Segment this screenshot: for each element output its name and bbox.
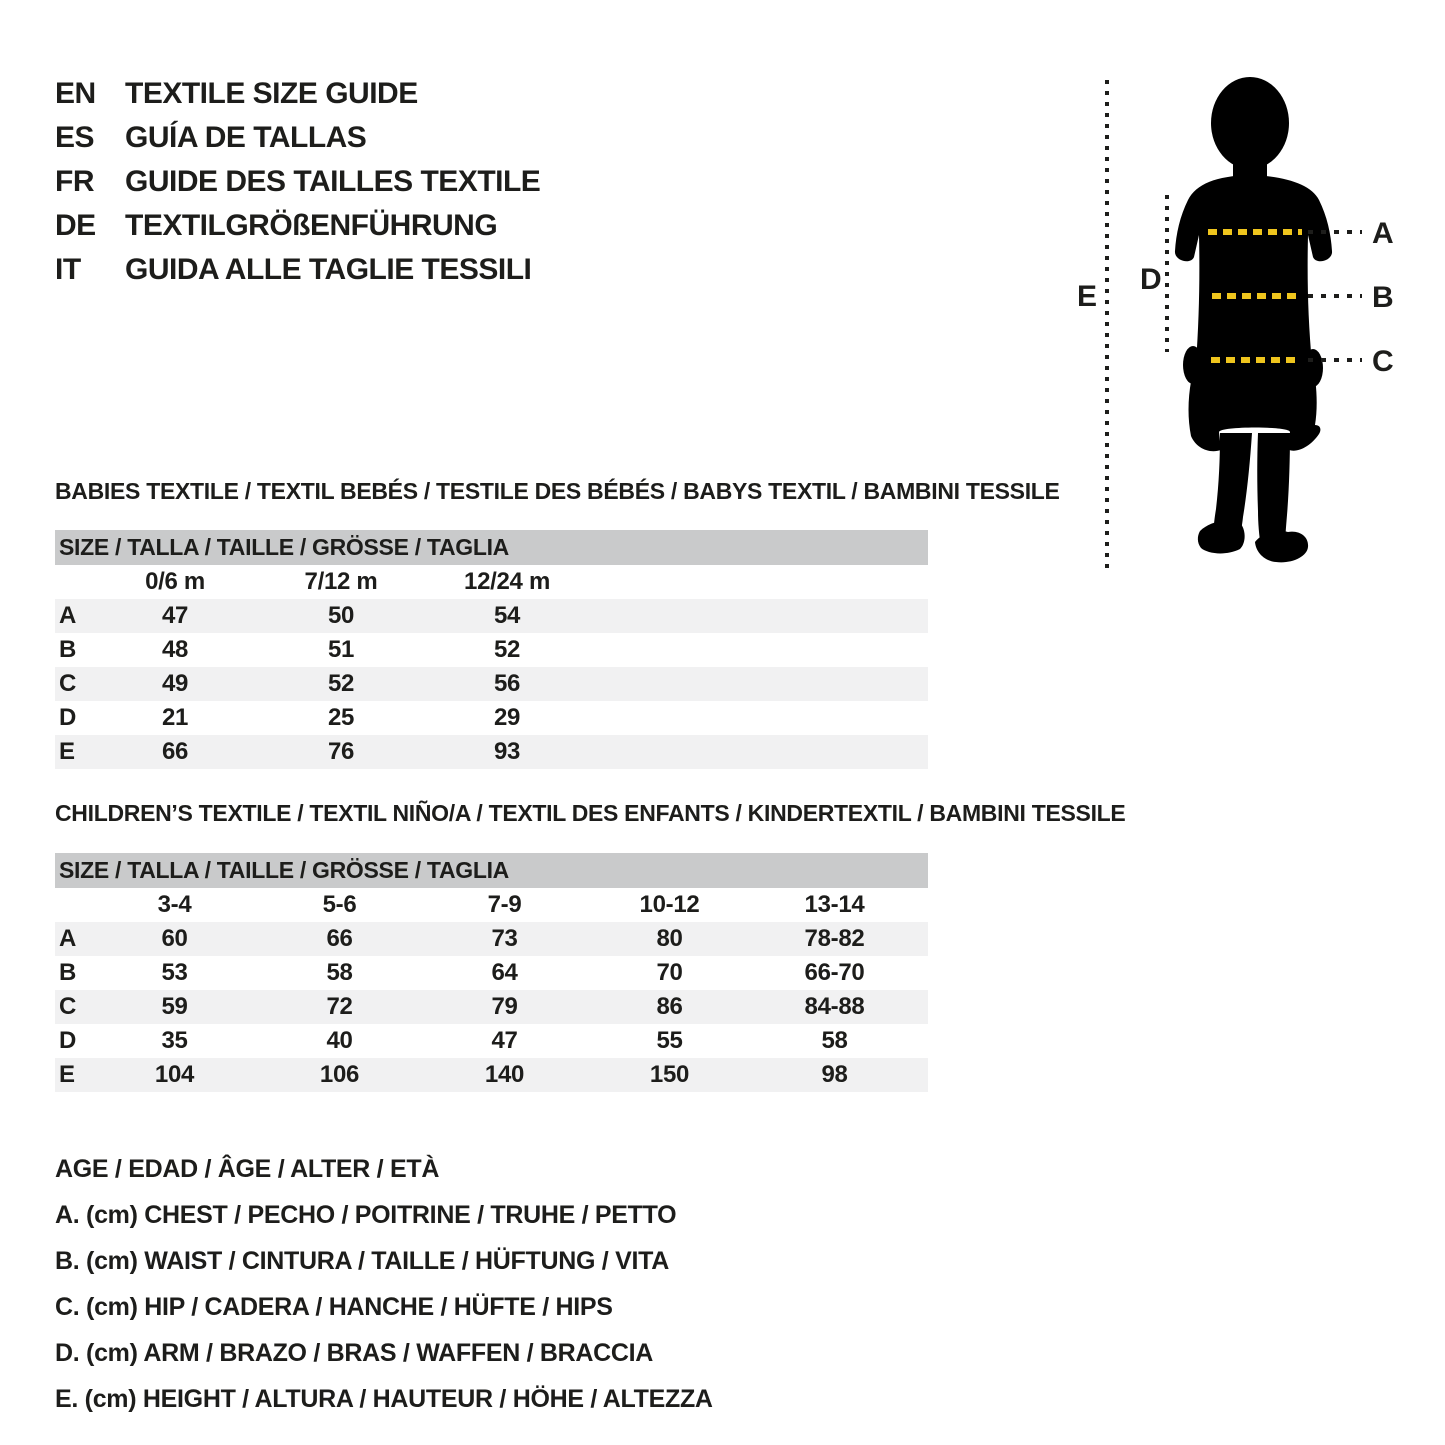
child-silhouette-diagram [1050,65,1410,585]
babies-section-title: BABIES TEXTILE / TEXTIL BEBÉS / TESTILE DES BÉBÉS / BABYS TEXTIL / BAMBINI TESSILE [55,478,1060,504]
table-cell: 93 [493,738,521,765]
guide-title: TEXTILE SIZE GUIDE [125,77,418,110]
table-cell: 49 [161,670,189,697]
label-waist-b: B [1372,281,1394,314]
language-header [55,72,540,292]
table-cell: 40 [326,1027,353,1054]
legend-line-age: AGE / EDAD / ÂGE / ALTER / ETÀ [55,1155,440,1183]
column-header: 12/24 m [464,568,550,595]
column-header-spacer [55,888,92,922]
language-row-fr [55,160,540,204]
children-column-header-row [55,888,928,922]
table-cell: 98 [821,1061,848,1088]
table-cell-filler [917,1024,928,1058]
table-cell: 52 [493,636,521,663]
row-label: D [59,1027,77,1054]
table-cell: 78-82 [804,925,865,952]
label-arm-d: D [1140,263,1162,296]
legend-line-arm: D. (cm) ARM / BRAZO / BRAS / WAFFEN / BRACCIA [55,1339,654,1367]
table-cell: 51 [327,636,355,663]
table-row-b [55,633,928,667]
children-section-title: CHILDREN’S TEXTILE / TEXTIL NIÑO/A / TEXTIL DES ENFANTS / KINDERTEXTIL / BAMBINI TESSILE [55,800,1126,826]
column-header: 3-4 [157,891,192,918]
row-label: B [59,636,77,663]
table-cell: 66 [161,738,189,765]
table-cell-filler [590,633,928,667]
column-header: 0/6 m [145,568,205,595]
children-size-header-bar: SIZE / TALLA / TAILLE / GRÖSSE / TAGLIA [55,853,928,888]
table-cell: 86 [656,993,683,1020]
table-cell-filler [917,956,928,990]
table-row-e [55,1058,928,1092]
table-row-d [55,701,928,735]
language-code: FR [55,165,94,198]
table-cell: 59 [161,993,188,1020]
table-cell: 29 [493,704,521,731]
row-label: A [59,925,77,952]
table-cell: 50 [327,602,355,629]
table-cell: 106 [319,1061,360,1088]
babies-column-header-row [55,565,928,599]
column-header-filler [917,888,928,922]
measurement-figure [1050,65,1410,585]
child-silhouette [1175,77,1332,562]
measurement-legend [55,1146,713,1422]
label-chest-a: A [1372,217,1394,250]
table-cell: 104 [154,1061,195,1088]
language-row-es [55,116,540,160]
table-cell-filler [917,922,928,956]
language-row-en [55,72,540,116]
language-row-it [55,248,540,292]
table-cell: 66-70 [804,959,865,986]
table-cell: 72 [326,993,353,1020]
table-cell-filler [590,599,928,633]
table-cell: 52 [327,670,355,697]
table-cell: 70 [656,959,683,986]
table-cell: 76 [327,738,355,765]
table-cell-filler [590,735,928,769]
table-cell: 84-88 [804,993,865,1020]
table-cell: 21 [161,704,189,731]
table-cell: 54 [493,602,521,629]
table-cell: 79 [491,993,518,1020]
table-row-a [55,922,928,956]
table-cell: 80 [656,925,683,952]
row-label: A [59,602,77,629]
babies-size-header-bar: SIZE / TALLA / TAILLE / GRÖSSE / TAGLIA [55,530,928,565]
row-label: E [59,1061,75,1088]
guide-title: GUÍA DE TALLAS [125,121,367,154]
column-header-filler [590,565,928,599]
table-cell-filler [917,990,928,1024]
table-row-b [55,956,928,990]
table-cell-filler [590,701,928,735]
table-cell: 140 [484,1061,525,1088]
table-cell: 60 [161,925,188,952]
legend-line-hip: C. (cm) HIP / CADERA / HANCHE / HÜFTE / HIPS [55,1293,613,1321]
table-row-c [55,990,928,1024]
language-code: EN [55,77,96,110]
column-header-spacer [55,565,92,599]
guide-title: TEXTILGRÖßENFÜHRUNG [125,209,498,242]
legend-line-height: E. (cm) HEIGHT / ALTURA / HAUTEUR / HÖHE / ALTEZZA [55,1385,713,1413]
row-label: B [59,959,77,986]
table-row-c [55,667,928,701]
language-code: ES [55,121,95,154]
table-cell: 47 [161,602,189,629]
table-cell: 35 [161,1027,188,1054]
table-cell: 73 [491,925,518,952]
table-cell-filler [590,667,928,701]
table-cell: 48 [161,636,189,663]
legend-line-chest: A. (cm) CHEST / PECHO / POITRINE / TRUHE / PETTO [55,1201,677,1229]
legend-line-waist: B. (cm) WAIST / CINTURA / TAILLE / HÜFTUNG / VITA [55,1247,669,1275]
table-cell: 66 [326,925,353,952]
label-hip-c: C [1372,345,1394,378]
row-label: C [59,670,77,697]
column-header: 13-14 [804,891,865,918]
table-cell: 55 [656,1027,683,1054]
children-size-table [55,853,928,1092]
column-header: 5-6 [322,891,357,918]
table-row-e [55,735,928,769]
table-cell: 58 [326,959,353,986]
table-cell: 25 [327,704,355,731]
language-code: IT [55,253,81,286]
table-row-d [55,1024,928,1058]
column-header: 7-9 [487,891,522,918]
babies-size-table [55,530,928,769]
guide-title: GUIDE DES TAILLES TEXTILE [125,165,541,198]
table-cell: 58 [821,1027,848,1054]
row-label: C [59,993,77,1020]
table-cell-filler [917,1058,928,1092]
label-height-e: E [1077,280,1098,313]
guide-title: GUIDA ALLE TAGLIE TESSILI [125,253,532,286]
table-cell: 53 [161,959,188,986]
table-cell: 64 [491,959,518,986]
table-cell: 56 [493,670,521,697]
table-row-a [55,599,928,633]
table-cell: 47 [491,1027,518,1054]
column-header: 7/12 m [304,568,378,595]
row-label: D [59,704,77,731]
column-header: 10-12 [639,891,700,918]
table-cell: 150 [649,1061,690,1088]
language-row-de [55,204,540,248]
language-code: DE [55,209,96,242]
row-label: E [59,738,75,765]
